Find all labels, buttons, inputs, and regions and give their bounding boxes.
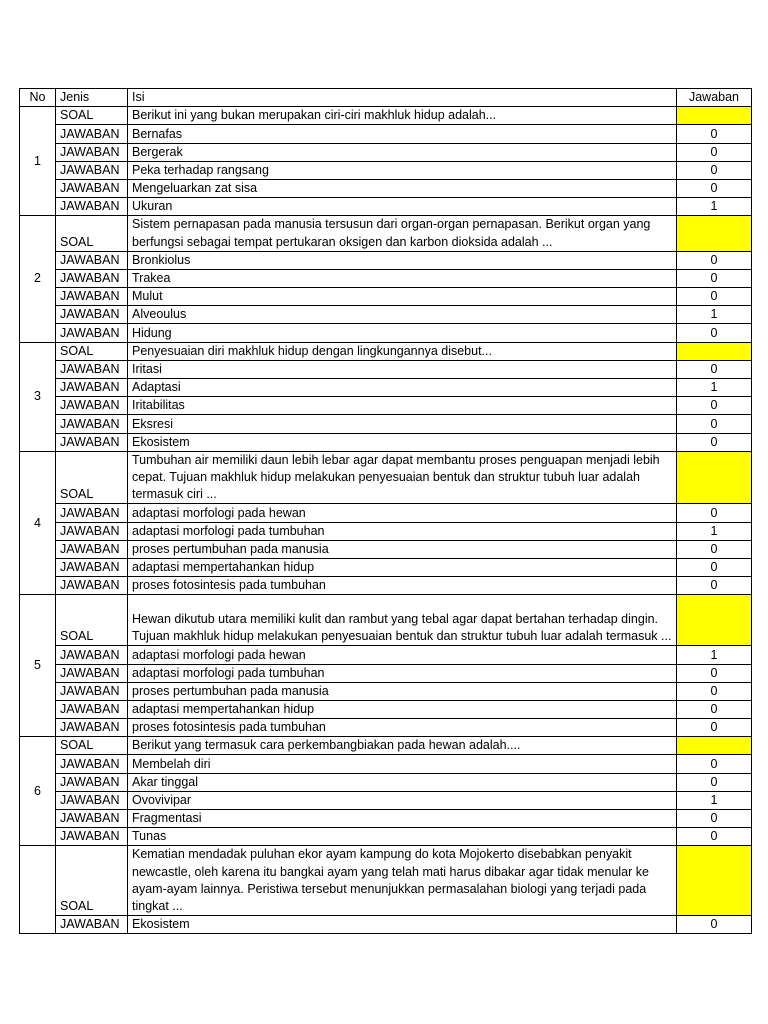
answer-row	[20, 324, 752, 342]
answer-option-text: Peka terhadap rangsang	[128, 161, 677, 179]
answer-type-cell: JAWABAN	[56, 664, 128, 682]
answer-value: 0	[677, 700, 752, 718]
answer-row	[20, 143, 752, 161]
answer-type-cell: JAWABAN	[56, 360, 128, 378]
answer-type-cell: JAWABAN	[56, 306, 128, 324]
answer-type-cell: JAWABAN	[56, 288, 128, 306]
answer-row	[20, 828, 752, 846]
answer-option-text: Mulut	[128, 288, 677, 306]
question-number	[20, 846, 56, 934]
answer-row	[20, 916, 752, 934]
answer-option-text: Bronkiolus	[128, 251, 677, 269]
answer-option-text: Tunas	[128, 828, 677, 846]
answer-value: 1	[677, 522, 752, 540]
answer-value: 0	[677, 828, 752, 846]
answer-row	[20, 433, 752, 451]
question-number: 6	[20, 737, 56, 846]
answer-row	[20, 577, 752, 595]
answer-type-cell: JAWABAN	[56, 198, 128, 216]
answer-type-cell: JAWABAN	[56, 433, 128, 451]
answer-type-cell: JAWABAN	[56, 646, 128, 664]
answer-option-text: adaptasi morfologi pada hewan	[128, 504, 677, 522]
answer-type-cell: JAWABAN	[56, 558, 128, 576]
answer-option-text: proses fotosintesis pada tumbuhan	[128, 719, 677, 737]
question-number: 4	[20, 451, 56, 595]
answer-row	[20, 646, 752, 664]
header-jenis: Jenis	[56, 89, 128, 107]
answer-type-cell: JAWABAN	[56, 143, 128, 161]
answer-value: 0	[677, 719, 752, 737]
answer-row	[20, 773, 752, 791]
question-text: Sistem pernapasan pada manusia tersusun dari organ-organ pernapasan. Berikut organ yang berfungsi sebagai tempat pertukaran oksigen dan karbon dioksida adalah ...	[128, 216, 677, 251]
answer-row	[20, 664, 752, 682]
answer-option-text: adaptasi morfologi pada tumbuhan	[128, 522, 677, 540]
answer-type-cell: JAWABAN	[56, 397, 128, 415]
answer-value: 0	[677, 288, 752, 306]
question-number: 2	[20, 216, 56, 342]
answer-type-cell: JAWABAN	[56, 719, 128, 737]
soal-row	[20, 451, 752, 504]
soal-row	[20, 216, 752, 251]
answer-option-text: Bernafas	[128, 125, 677, 143]
answer-option-text: adaptasi mempertahankan hidup	[128, 558, 677, 576]
answer-row	[20, 269, 752, 287]
answer-option-text: proses pertumbuhan pada manusia	[128, 540, 677, 558]
answer-row	[20, 719, 752, 737]
answer-type-cell: JAWABAN	[56, 269, 128, 287]
answer-option-text: Mengeluarkan zat sisa	[128, 179, 677, 197]
answer-type-cell: JAWABAN	[56, 161, 128, 179]
soal-type-cell: SOAL	[56, 846, 128, 916]
answer-row	[20, 791, 752, 809]
question-number: 1	[20, 107, 56, 216]
answer-option-text: adaptasi mempertahankan hidup	[128, 700, 677, 718]
soal-row	[20, 595, 752, 646]
answer-row	[20, 810, 752, 828]
answer-row	[20, 288, 752, 306]
question-text: Penyesuaian diri makhluk hidup dengan lingkungannya disebut...	[128, 342, 677, 360]
answer-type-cell: JAWABAN	[56, 324, 128, 342]
answer-option-text: proses fotosintesis pada tumbuhan	[128, 577, 677, 595]
answer-value: 0	[677, 755, 752, 773]
soal-type-cell: SOAL	[56, 216, 128, 251]
question-text: Berikut yang termasuk cara perkembangbiakan pada hewan adalah....	[128, 737, 677, 755]
answer-type-cell: JAWABAN	[56, 251, 128, 269]
answer-type-cell: JAWABAN	[56, 415, 128, 433]
answer-value: 0	[677, 558, 752, 576]
question-table-body	[20, 107, 752, 934]
answer-value: 0	[677, 251, 752, 269]
answer-type-cell: JAWABAN	[56, 540, 128, 558]
answer-row	[20, 125, 752, 143]
answer-key-cell	[677, 216, 752, 251]
soal-type-cell: SOAL	[56, 342, 128, 360]
answer-key-cell	[677, 595, 752, 646]
answer-option-text: Adaptasi	[128, 379, 677, 397]
answer-key-cell	[677, 737, 752, 755]
question-text: Berikut ini yang bukan merupakan ciri-ciri makhluk hidup adalah...	[128, 107, 677, 125]
question-number: 5	[20, 595, 56, 737]
header-row	[20, 89, 752, 107]
answer-value: 0	[677, 143, 752, 161]
answer-value: 1	[677, 379, 752, 397]
answer-row	[20, 558, 752, 576]
answer-type-cell: JAWABAN	[56, 791, 128, 809]
answer-option-text: proses pertumbuhan pada manusia	[128, 682, 677, 700]
answer-option-text: Iritabilitas	[128, 397, 677, 415]
answer-type-cell: JAWABAN	[56, 504, 128, 522]
answer-value: 0	[677, 269, 752, 287]
soal-type-cell: SOAL	[56, 451, 128, 504]
header-jawaban: Jawaban	[677, 89, 752, 107]
answer-row	[20, 306, 752, 324]
answer-row	[20, 198, 752, 216]
header-isi: Isi	[128, 89, 677, 107]
answer-type-cell: JAWABAN	[56, 916, 128, 934]
answer-row	[20, 379, 752, 397]
answer-value: 1	[677, 198, 752, 216]
answer-option-text: Alveoulus	[128, 306, 677, 324]
answer-row	[20, 397, 752, 415]
answer-value: 1	[677, 791, 752, 809]
question-text: Tumbuhan air memiliki daun lebih lebar agar dapat membantu proses penguapan menjadi lebih cepat. Tujuan makhluk hidup melakukan penyesuaian bentuk dan struktur tubuh luar adalah termasuk ciri ...	[128, 451, 677, 504]
answer-row	[20, 755, 752, 773]
answer-type-cell: JAWABAN	[56, 682, 128, 700]
answer-option-text: Trakea	[128, 269, 677, 287]
answer-type-cell: JAWABAN	[56, 577, 128, 595]
soal-type-cell: SOAL	[56, 595, 128, 646]
answer-row	[20, 504, 752, 522]
answer-key-cell	[677, 451, 752, 504]
answer-option-text: adaptasi morfologi pada hewan	[128, 646, 677, 664]
answer-value: 0	[677, 916, 752, 934]
question-number: 3	[20, 342, 56, 451]
answer-value: 1	[677, 306, 752, 324]
header-no: No	[20, 89, 56, 107]
answer-value: 0	[677, 397, 752, 415]
answer-option-text: Iritasi	[128, 360, 677, 378]
answer-row	[20, 179, 752, 197]
question-text: Hewan dikutub utara memiliki kulit dan rambut yang tebal agar dapat bertahan terhadap dingin. Tujuan makhluk hidup melakukan penyesuaian bentuk dan struktur tubuh luar adalah termasuk ...	[128, 595, 677, 646]
answer-row	[20, 700, 752, 718]
soal-type-cell: SOAL	[56, 737, 128, 755]
answer-value: 0	[677, 664, 752, 682]
answer-key-cell	[677, 342, 752, 360]
answer-type-cell: JAWABAN	[56, 522, 128, 540]
answer-type-cell: JAWABAN	[56, 810, 128, 828]
answer-value: 0	[677, 433, 752, 451]
answer-type-cell: JAWABAN	[56, 379, 128, 397]
answer-key-cell	[677, 107, 752, 125]
answer-row	[20, 682, 752, 700]
answer-type-cell: JAWABAN	[56, 700, 128, 718]
soal-type-cell: SOAL	[56, 107, 128, 125]
answer-value: 0	[677, 324, 752, 342]
answer-option-text: Ekosistem	[128, 916, 677, 934]
answer-value: 0	[677, 810, 752, 828]
soal-row	[20, 737, 752, 755]
answer-value: 0	[677, 504, 752, 522]
answer-value: 0	[677, 682, 752, 700]
answer-type-cell: JAWABAN	[56, 773, 128, 791]
answer-type-cell: JAWABAN	[56, 828, 128, 846]
answer-value: 1	[677, 646, 752, 664]
answer-option-text: Akar tinggal	[128, 773, 677, 791]
question-text: Kematian mendadak puluhan ekor ayam kampung do kota Mojokerto disebabkan penyakit newcastle, oleh karena itu bangkai ayam yang telah mati harus dibakar agar tidak menular ke ayam-ayam lainnya. Peristiwa tersebut menunjukkan permasalahan biologi yang terjadi pada tingkat ...	[128, 846, 677, 916]
answer-option-text: Bergerak	[128, 143, 677, 161]
answer-option-text: Ukuran	[128, 198, 677, 216]
answer-value: 0	[677, 773, 752, 791]
answer-value: 0	[677, 577, 752, 595]
answer-type-cell: JAWABAN	[56, 179, 128, 197]
answer-row	[20, 251, 752, 269]
answer-option-text: Membelah diri	[128, 755, 677, 773]
answer-key-cell	[677, 846, 752, 916]
answer-option-text: Ekosistem	[128, 433, 677, 451]
answer-value: 0	[677, 540, 752, 558]
soal-row	[20, 107, 752, 125]
answer-row	[20, 161, 752, 179]
answer-value: 0	[677, 415, 752, 433]
answer-row	[20, 415, 752, 433]
answer-option-text: Hidung	[128, 324, 677, 342]
soal-row	[20, 342, 752, 360]
answer-row	[20, 540, 752, 558]
soal-row	[20, 846, 752, 916]
answer-option-text: Ovovivipar	[128, 791, 677, 809]
answer-value: 0	[677, 360, 752, 378]
answer-value: 0	[677, 161, 752, 179]
answer-row	[20, 360, 752, 378]
answer-value: 0	[677, 179, 752, 197]
answer-row	[20, 522, 752, 540]
answer-option-text: adaptasi morfologi pada tumbuhan	[128, 664, 677, 682]
answer-type-cell: JAWABAN	[56, 125, 128, 143]
answer-option-text: Eksresi	[128, 415, 677, 433]
question-table	[19, 88, 752, 934]
answer-type-cell: JAWABAN	[56, 755, 128, 773]
answer-value: 0	[677, 125, 752, 143]
answer-option-text: Fragmentasi	[128, 810, 677, 828]
